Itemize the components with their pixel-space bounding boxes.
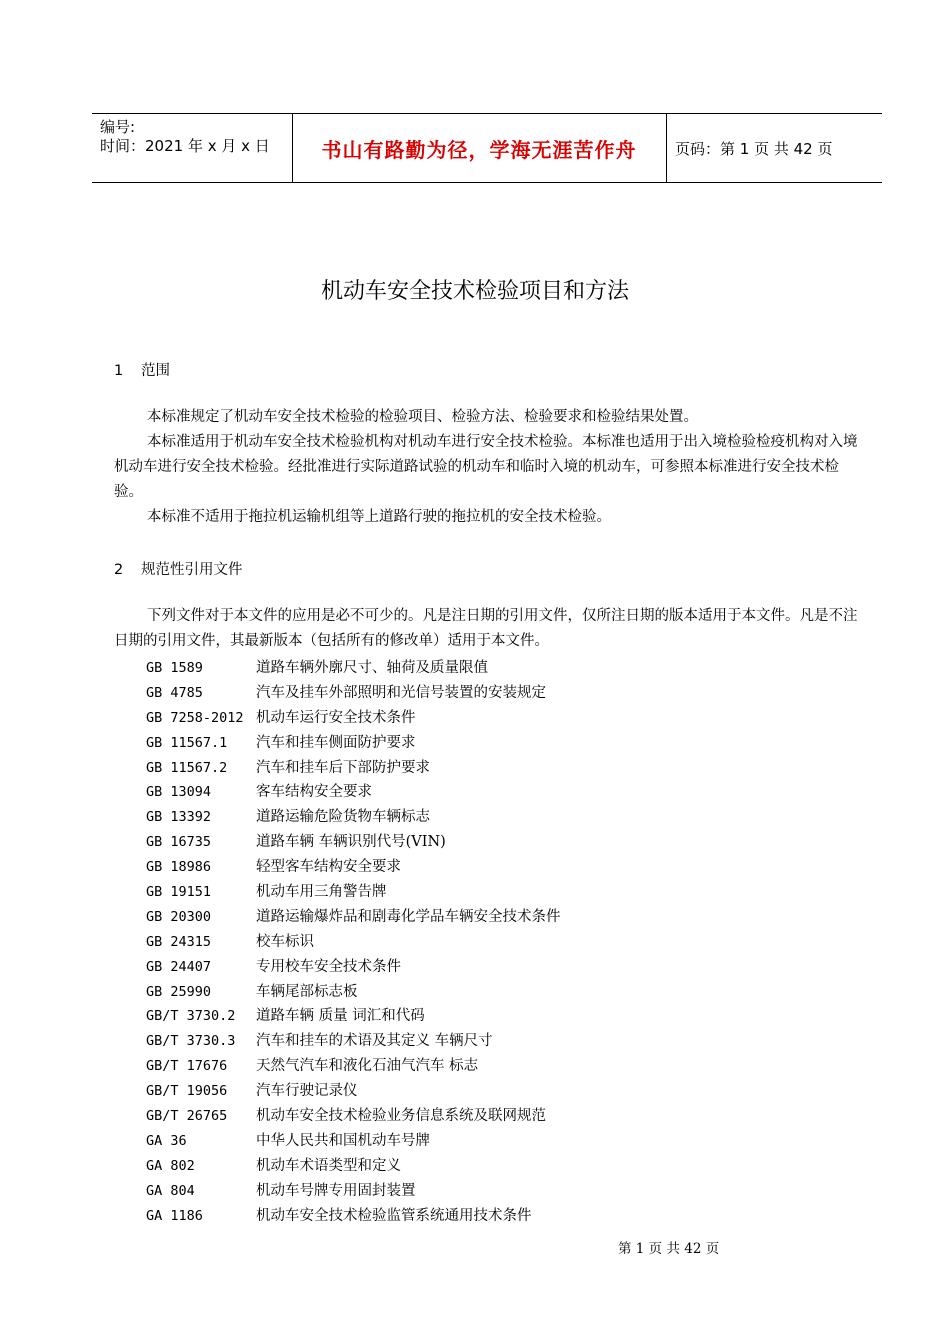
reference-item [146, 1004, 561, 1029]
reference-title: 机动车用三角警告牌 [256, 884, 387, 901]
reference-code: GB 16735 [146, 834, 212, 851]
reference-code: GB 18986 [146, 859, 212, 876]
reference-code: GB 11567.1 [146, 734, 228, 751]
reference-code: GB/T 26765 [146, 1108, 228, 1125]
reference-code: GB 7258-2012 [146, 709, 244, 726]
reference-item [146, 706, 561, 731]
reference-item [146, 1029, 561, 1054]
reference-code: GB 1589 [146, 660, 203, 676]
section-2-heading [114, 558, 243, 579]
reference-title: 专用校车安全技术条件 [256, 958, 401, 975]
reference-title: 机动车号牌专用固封装置 [256, 1182, 416, 1199]
paragraph: 本标准规定了机动车安全技术检验的检验项目、检验方法、检验要求和检验结果处置。 [147, 409, 698, 425]
reference-title: 机动车安全技术检验业务信息系统及联网规范 [256, 1108, 546, 1125]
reference-title: 轻型客车结构安全要求 [256, 859, 401, 876]
reference-item [146, 656, 561, 681]
paragraph: 本标准适用于机动车安全技术检验机构对机动车进行安全技术检验。本标准也适用于出入境检验检疫机构对入境机动车进行安全技术检验。经批准进行实际道路试验的机动车和临时入境的机动车，可参照本标准进行安全技术检验。 [114, 434, 858, 500]
reference-title: 天然气汽车和液化石油气汽车 标志 [256, 1058, 479, 1075]
header-divider [666, 114, 667, 182]
reference-title: 汽车行驶记录仪 [256, 1083, 358, 1100]
reference-item [146, 756, 561, 781]
reference-list [146, 656, 561, 1228]
reference-title: 道路车辆 质量 词汇和代码 [256, 1008, 425, 1025]
document-title: 机动车安全技术检验项目和方法 [320, 279, 629, 304]
reference-code: GB 24407 [146, 958, 212, 975]
reference-title: 汽车及挂车外部照明和光信号装置的安装规定 [256, 684, 546, 701]
reference-title: 校车标识 [256, 933, 314, 950]
page-footer: 第 1 页 共 42 页 [618, 1241, 720, 1257]
reference-title: 道路车辆 车辆识别代号(VIN) [256, 834, 446, 851]
reference-title: 道路车辆外廓尺寸、轴荷及质量限值 [256, 660, 488, 676]
reference-code: GB 25990 [146, 983, 212, 1000]
reference-item [146, 980, 561, 1005]
reference-code: GB/T 19056 [146, 1083, 228, 1100]
code-label: 编号: [100, 118, 136, 136]
reference-item [146, 731, 561, 756]
reference-code: GB 20300 [146, 908, 212, 925]
paragraph: 本标准不适用于拖拉机运输机组等上道路行驶的拖拉机的安全技术检验。 [147, 509, 611, 525]
reference-item [146, 805, 561, 830]
reference-item [146, 930, 561, 955]
reference-item [146, 780, 561, 805]
reference-title: 汽车和挂车侧面防护要求 [256, 734, 416, 751]
reference-code: GA 804 [146, 1182, 195, 1199]
reference-item [146, 905, 561, 930]
reference-code: GB 11567.2 [146, 759, 228, 776]
reference-item [146, 1079, 561, 1104]
reference-item [146, 1104, 561, 1129]
reference-code: GA 802 [146, 1157, 195, 1174]
reference-title: 道路运输危险货物车辆标志 [256, 809, 430, 826]
reference-code: GB 13094 [146, 784, 212, 801]
reference-title: 汽车和挂车后下部防护要求 [256, 759, 430, 776]
section-title: 范围 [141, 363, 170, 379]
header-meta [100, 118, 270, 156]
reference-item [146, 830, 561, 855]
reference-code: GB 24315 [146, 933, 212, 950]
reference-item [146, 1054, 561, 1079]
reference-title: 客车结构安全要求 [256, 784, 372, 801]
header-motto: 书山有路勤为径，学海无涯苦作舟 [321, 137, 637, 162]
section-title: 规范性引用文件 [141, 562, 243, 578]
section-number: 2 [114, 562, 124, 578]
reference-title: 中华人民共和国机动车号牌 [256, 1132, 430, 1149]
reference-item [146, 681, 561, 706]
reference-item [146, 955, 561, 980]
document-header [92, 113, 882, 183]
reference-code: GB 4785 [146, 684, 203, 701]
header-page-label: 页码：第 1 页 共 42 页 [675, 139, 833, 158]
section-1-heading [114, 359, 170, 380]
reference-item [146, 855, 561, 880]
reference-title: 车辆尾部标志板 [256, 983, 358, 1000]
reference-code: GB 19151 [146, 884, 212, 901]
reference-code: GB/T 3730.2 [146, 1008, 236, 1025]
reference-title: 汽车和挂车的术语及其定义 车辆尺寸 [256, 1033, 493, 1050]
reference-item [146, 1129, 561, 1154]
reference-item [146, 1179, 561, 1204]
reference-code: GB/T 3730.3 [146, 1033, 236, 1050]
reference-title: 机动车安全技术检验监管系统通用技术条件 [256, 1207, 532, 1224]
reference-item [146, 1154, 561, 1179]
reference-title: 道路运输爆炸品和剧毒化学品车辆安全技术条件 [256, 908, 561, 925]
reference-item [146, 880, 561, 905]
reference-title: 机动车术语类型和定义 [256, 1157, 401, 1174]
time-label: 时间：2021 年 x 月 x 日 [100, 137, 270, 155]
reference-item [146, 1204, 561, 1229]
section-number: 1 [114, 363, 124, 379]
reference-code: GA 1186 [146, 1207, 203, 1224]
reference-code: GA 36 [146, 1132, 187, 1149]
reference-code: GB/T 17676 [146, 1058, 228, 1075]
reference-code: GB 13392 [146, 809, 212, 826]
paragraph: 下列文件对于本文件的应用是必不可少的。凡是注日期的引用文件，仅所注日期的版本适用于本文件。凡是不注日期的引用文件，其最新版本（包括所有的修改单）适用于本文件。 [114, 608, 858, 649]
reference-title: 机动车运行安全技术条件 [256, 709, 416, 726]
